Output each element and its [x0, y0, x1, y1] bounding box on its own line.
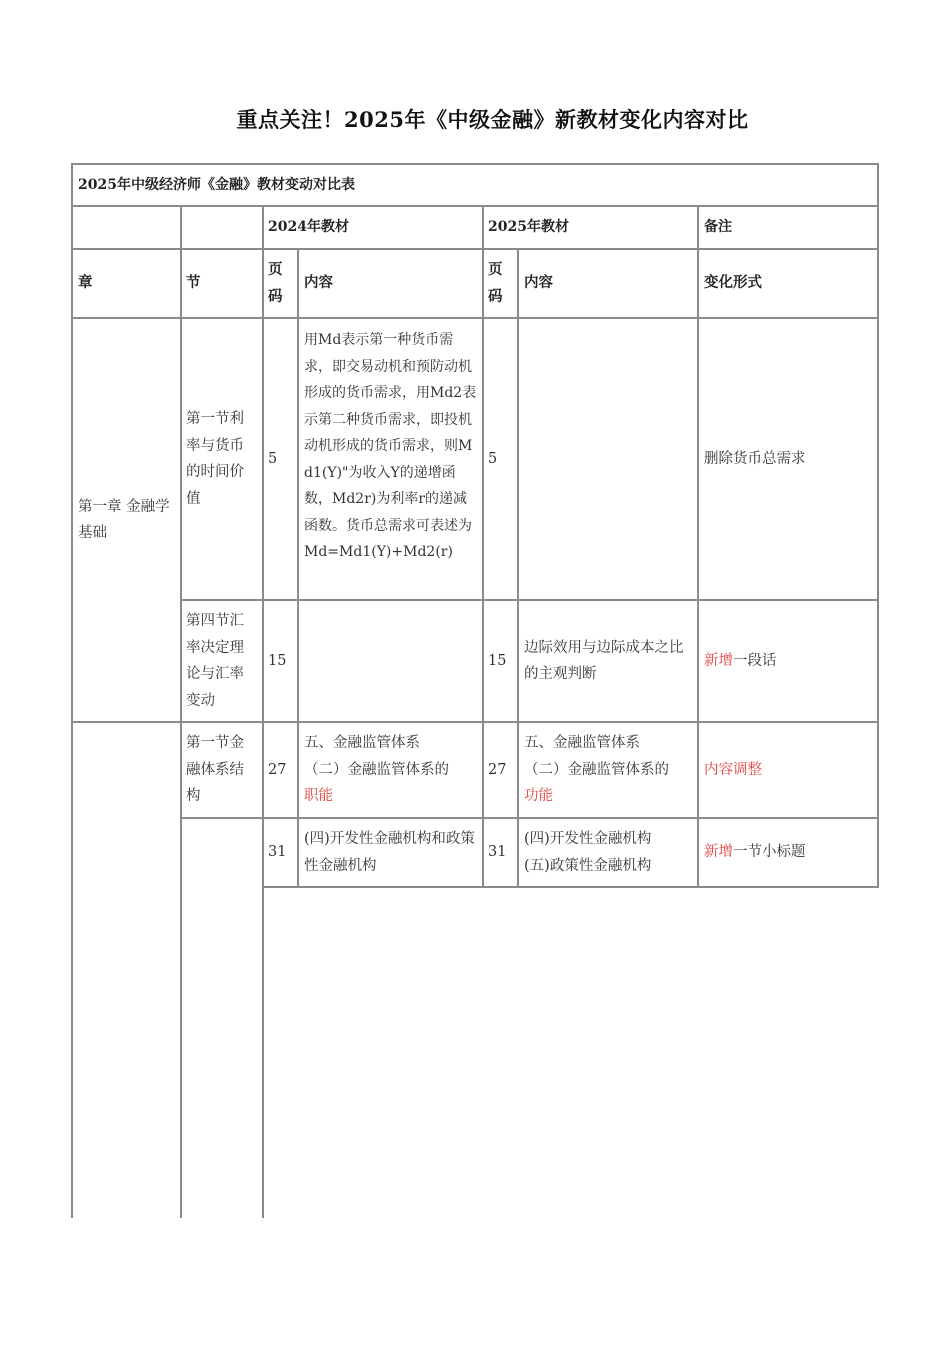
cell-page-2024: 31 — [268, 844, 287, 861]
cell-change-type: 删除货币总需求 — [704, 450, 806, 467]
table-rule — [262, 205, 264, 1218]
page-title: 重点关注！2025年《中级金融》新教材变化内容对比 — [236, 107, 749, 132]
cell-chapter: 第一章 金融学基础 — [78, 498, 170, 541]
header-content-2025: 内容 — [524, 274, 553, 292]
cell-content-2024: 用Md表示第一种货币需求，即交易动机和预防动机形成的货币需求，用Md2表示第二种货币需求，即投机动机形成的货币需求，则Md1(Y)"为收入Y的递增函数，Md2r)为利率r的递减函数。货币总需求可表述为Md=Md1(Y)+Md2(r) — [304, 332, 477, 560]
content-changed-term: 功能 — [524, 788, 553, 805]
content-line: 五、金融监管体系 — [304, 735, 420, 752]
cell-change-type: 内容调整 — [704, 761, 762, 778]
header-content-2024: 内容 — [304, 274, 333, 292]
table-rule — [262, 886, 879, 888]
table-caption: 2025年中级经济师《金融》教材变动对比表 — [78, 176, 355, 193]
header-book-2024: 2024年教材 — [268, 219, 349, 236]
cell-section: 第四节汇率决定理论与汇率变动 — [186, 613, 244, 709]
cell-change-type — [704, 601, 874, 721]
table-border-right — [877, 163, 879, 888]
change-highlight: 新增 — [704, 844, 733, 861]
cell-page-2025: 31 — [488, 844, 507, 861]
header-remarks: 备注 — [704, 219, 732, 236]
change-highlight: 新增 — [704, 652, 733, 669]
cell-section: 第一节利率与货币的时间价值 — [186, 411, 244, 507]
cell-content-2025 — [524, 819, 696, 886]
cell-content-2025 — [524, 723, 696, 817]
content-line: (四)开发性金融机构 — [524, 831, 652, 847]
cell-page-2024: 15 — [268, 652, 287, 669]
cell-page-2025: 27 — [488, 761, 507, 778]
content-line: (五)政策性金融机构 — [524, 857, 652, 874]
cell-page-2025: 5 — [488, 450, 498, 467]
table-rule — [697, 205, 699, 888]
cell-page-2024: 27 — [268, 761, 287, 778]
header-page-2024: 页码 — [268, 261, 283, 305]
header-chapter: 章 — [78, 274, 93, 292]
cell-content-2024: (四)开发性金融机构和政策性金融机构 — [304, 831, 475, 874]
content-line: （二）金融监管体系的 — [304, 761, 449, 778]
header-book-2025: 2025年教材 — [488, 219, 569, 236]
cell-page-2024: 5 — [268, 450, 278, 467]
table-border-left — [71, 163, 73, 1218]
change-rest: 一节小标题 — [733, 844, 806, 861]
cell-section: 第一节金融体系结构 — [186, 735, 244, 805]
change-rest: 一段话 — [733, 652, 777, 669]
cell-content-2025: 边际效用与边际成本之比的主观判断 — [524, 639, 684, 682]
table-rule — [517, 248, 519, 888]
header-change-type: 变化形式 — [704, 274, 762, 292]
table-rule — [297, 248, 299, 888]
table-rule — [180, 205, 182, 1218]
cell-content-2024 — [304, 601, 478, 721]
cell-content-2024 — [304, 723, 480, 817]
table-rule — [482, 205, 484, 888]
cell-change-type — [704, 819, 874, 886]
content-line: 五、金融监管体系 — [524, 735, 640, 752]
cell-page-2025: 15 — [488, 652, 507, 669]
header-page-2025: 页码 — [488, 261, 503, 305]
content-changed-term: 职能 — [304, 788, 333, 805]
cell-content-2025 — [524, 319, 694, 599]
header-section: 节 — [186, 274, 201, 292]
content-line: （二）金融监管体系的 — [524, 761, 669, 778]
